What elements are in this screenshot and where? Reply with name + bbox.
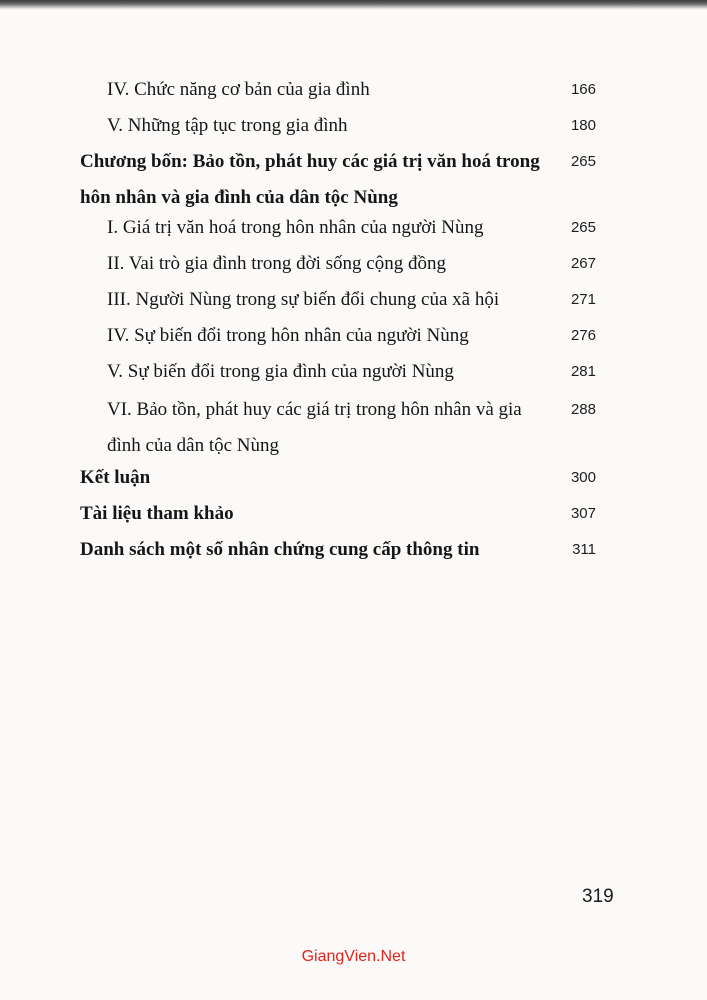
toc-entry-title: Danh sách một số nhân chứng cung cấp thông tin <box>80 539 480 560</box>
toc-entry-page: 288 <box>570 401 596 418</box>
toc-entry-page: 265 <box>570 219 596 236</box>
toc-entry-title: V. Những tập tục trong gia đình <box>107 115 348 136</box>
toc-entry-title: III. Người Nùng trong sự biến đổi chung của xã hội <box>107 289 500 310</box>
toc-entry-page: 281 <box>570 363 596 380</box>
toc-entry-title: Chương bốn: Bảo tồn, phát huy các giá trị văn hoá trong hôn nhân và gia đình của dân tộc Nùng <box>80 151 540 208</box>
toc-entry-title: IV. Sự biến đổi trong hôn nhân của người Nùng <box>107 325 469 346</box>
toc-chapter-entry <box>80 144 596 216</box>
toc-entry-title: VI. Bảo tồn, phát huy các giá trị trong hôn nhân và gia đình của dân tộc Nùng <box>107 399 522 456</box>
toc-entry-page: 265 <box>570 153 596 170</box>
toc-entry-title: II. Vai trò gia đình trong đời sống cộng đồng <box>107 253 446 274</box>
toc-entry-page: 276 <box>570 327 596 344</box>
toc-entry-page: 271 <box>570 291 596 308</box>
watermark: GiangVien.Net <box>301 948 406 965</box>
toc-entry-page: 180 <box>570 117 596 134</box>
toc-entry-title: I. Giá trị văn hoá trong hôn nhân của người Nùng <box>107 217 484 238</box>
toc-entry-title: V. Sự biến đổi trong gia đình của người Nùng <box>107 361 454 382</box>
toc-entry-page: 307 <box>570 505 596 522</box>
toc-entry-title: Kết luận <box>80 467 151 488</box>
toc-entry-page: 311 <box>572 541 596 558</box>
toc-entry-page: 166 <box>570 81 596 98</box>
page-number: 319 <box>582 886 614 907</box>
toc-entry-page: 267 <box>570 255 596 272</box>
toc-entry-title: IV. Chức năng cơ bản của gia đình <box>107 79 370 100</box>
toc-entry-page: 300 <box>570 469 596 486</box>
toc-entry <box>107 392 596 464</box>
toc-entry-title: Tài liệu tham khảo <box>80 503 234 524</box>
